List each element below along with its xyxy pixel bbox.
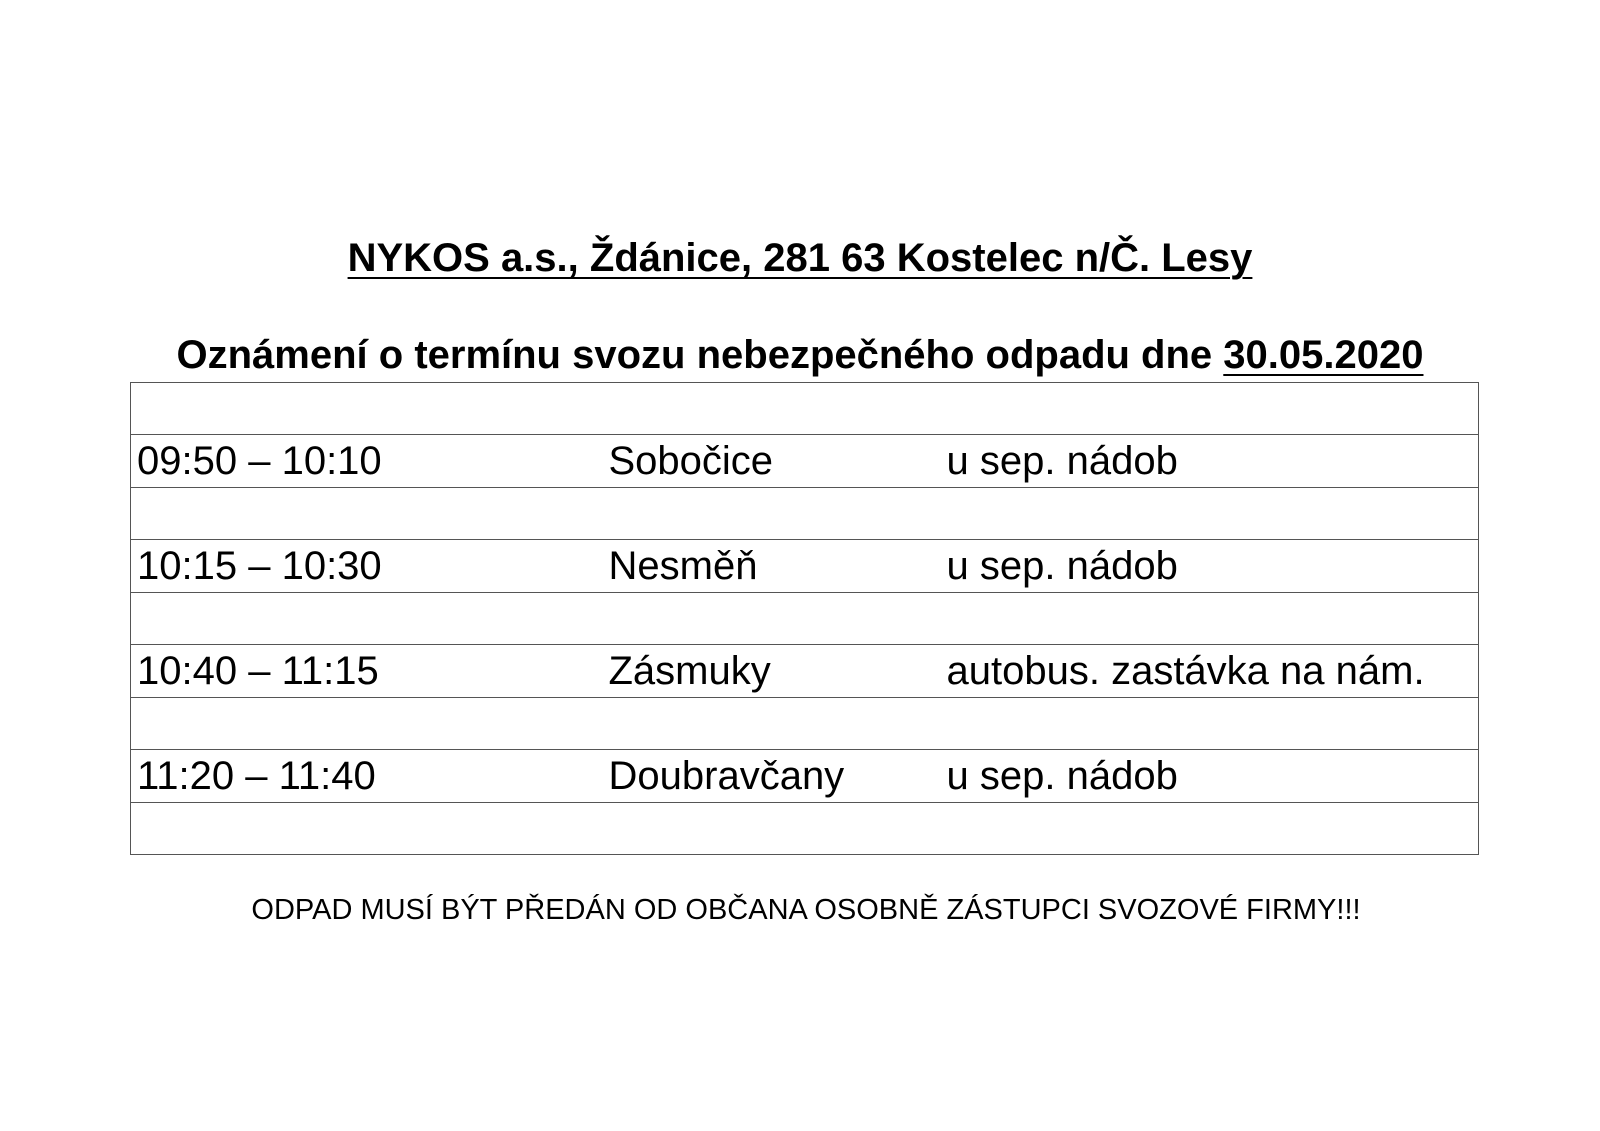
row-location: u sep. nádob — [941, 540, 1479, 593]
row-time: 09:50 – 10:10 — [131, 435, 603, 488]
table-spacer-row — [131, 803, 1479, 855]
table-row — [131, 540, 1479, 593]
row-location: u sep. nádob — [941, 750, 1479, 803]
table-row — [131, 750, 1479, 803]
row-place: Doubravčany — [603, 750, 941, 803]
announcement-date: 30.05.2020 — [1223, 333, 1424, 377]
table-row — [131, 435, 1479, 488]
row-place: Zásmuky — [603, 645, 941, 698]
row-location: autobus. zastávka na nám. — [941, 645, 1479, 698]
company-heading — [0, 233, 1600, 283]
announcement-heading — [0, 330, 1600, 380]
company-line: NYKOS a.s., Ždánice, 281 63 Kostelec n/Č. Lesy — [347, 236, 1253, 280]
schedule-table — [130, 382, 1479, 855]
row-place: Nesměň — [603, 540, 941, 593]
table-spacer-row — [131, 383, 1479, 435]
row-time: 10:15 – 10:30 — [131, 540, 603, 593]
table-row — [131, 645, 1479, 698]
row-place: Sobočice — [603, 435, 941, 488]
row-location: u sep. nádob — [941, 435, 1479, 488]
table-spacer-row — [131, 488, 1479, 540]
table-spacer-row — [131, 593, 1479, 645]
row-time: 11:20 – 11:40 — [131, 750, 603, 803]
row-time: 10:40 – 11:15 — [131, 645, 603, 698]
table-spacer-row — [131, 698, 1479, 750]
announcement-text: Oznámení o termínu svozu nebezpečného odpadu dne — [176, 333, 1224, 377]
footer-notice: ODPAD MUSÍ BÝT PŘEDÁN OD OBČANA OSOBNĚ ZÁSTUPCI SVOZOVÉ FIRMY!!! — [251, 894, 1361, 926]
